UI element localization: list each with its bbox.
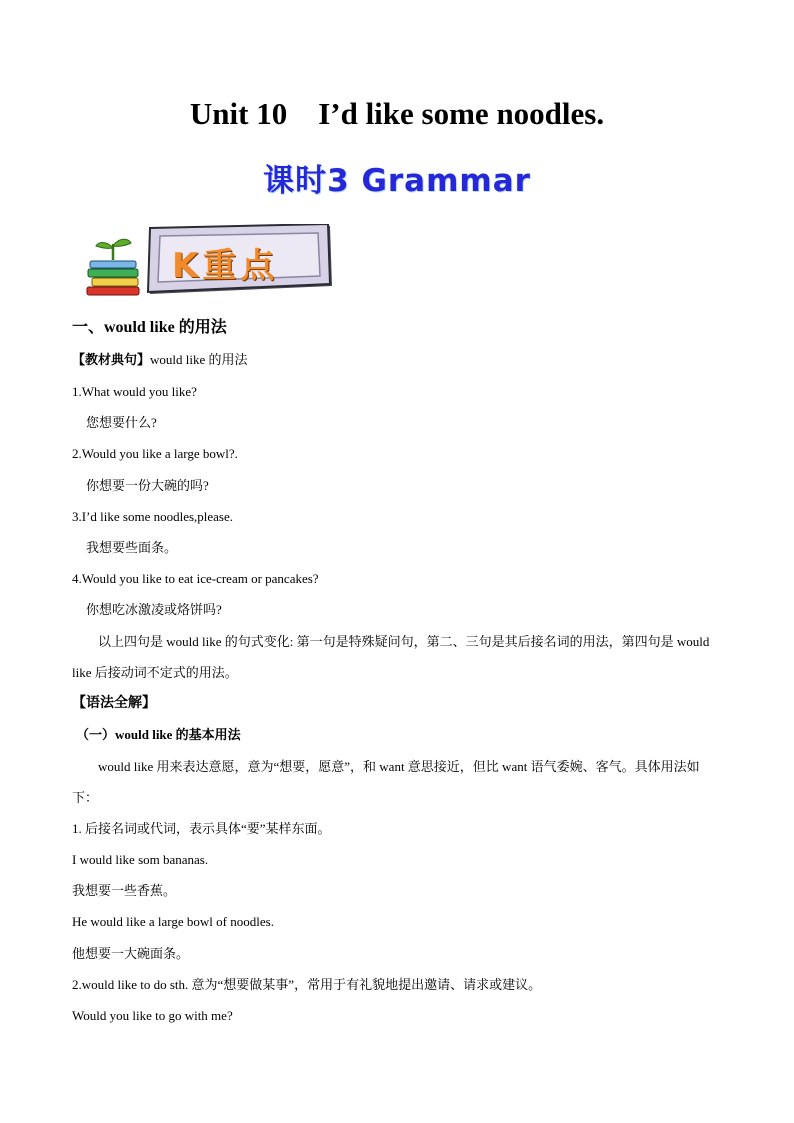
example-zh: 您想要什么? [86,415,157,430]
textbook-line [72,352,248,368]
example-zh: 我想要些面条。 [86,540,178,555]
usage-point: 1. 后接名词或代词，表示具体“要”某样东面。 [72,821,331,836]
grammar-intro: would like 用来表达意愿，意为“想要，愿意”，和 want 意思接近，但比 want 语气委婉、客气。具体用法如下： [72,759,700,805]
usage-point: 2.would like to do sth. 意为“想要做某事”，常用于有礼貌地提出邀请、请求或建议。 [72,977,542,992]
example-en: 2.Would you like a large bowl?. [72,446,238,461]
summary-paragraph: 以上四句是 would like 的句式变化: 第一句是特殊疑问句，第二、三句是其后接名词的用法，第四句是 would like 后接动词不定式的用法。 [72,634,710,680]
key-badge-label: K重点 [172,246,279,286]
grammar-label: 【语法全解】 [72,696,156,711]
usage-example-en: He would like a large bowl of noodles. [72,914,274,929]
grammar-subheading: （一）would like 的基本用法 [76,727,241,742]
example-en: 4.Would you like to eat ice-cream or pancakes? [72,571,319,586]
usage-example-zh: 他想要一大碗面条。 [72,946,190,961]
example-en: 1.What would you like? [72,384,197,399]
usage-example-en: Would you like to go with me? [72,1008,233,1023]
key-points-badge [86,224,336,298]
books-sprout-icon [86,234,142,296]
example-zh: 你想要一份大碗的吗? [86,478,209,493]
textbook-label: 【教材典句】 [72,352,151,367]
document-title: Unit 10 I’d like some noodles. [189,96,605,131]
example-zh: 你想吃冰激凌或烙饼吗? [86,602,222,617]
textbook-text: would like 的用法 [150,352,248,367]
section-heading: 一、would like 的用法 [72,319,227,336]
usage-example-zh: 我想要一些香蕉。 [72,883,177,898]
usage-example-en: I would like som bananas. [72,852,209,867]
lesson-subtitle: 课时3 Grammar [263,163,531,199]
example-en: 3.I’d like some noodles,please. [72,509,234,524]
